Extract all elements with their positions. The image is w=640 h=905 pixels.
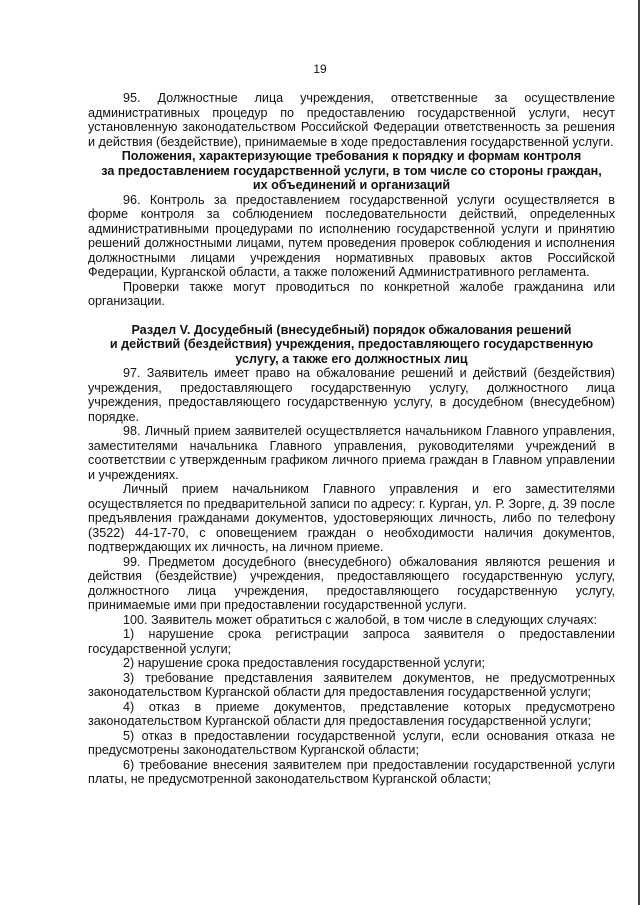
complaint-case-3: 3) требование представления заявителем документов, не предусмотренных законодательством Курганской области для предоставления государственной услуги; xyxy=(88,670,615,699)
paragraph-96-checks: Проверки также могут проводиться по конкретной жалобе гражданина или организации. xyxy=(88,279,615,308)
heading-section-5 xyxy=(88,323,615,367)
paragraph-100: 100. Заявитель может обратиться с жалобой, в том числе в следующих случаях: xyxy=(123,612,597,627)
paragraph-97: 97. Заявитель имеет право на обжалование решений и действий (бездействия) учреждения, предоставляющего государственную услугу, должностного лица учреждения, предоставляющего государственную услугу, в досудебном (внесудебном) порядке. xyxy=(88,366,615,424)
heading-control-line-1: Положения, характеризующие требования к порядку и формам контроля xyxy=(121,149,582,163)
complaint-case-5: 5) отказ в предоставлении государственной услуги, если основания отказа не предусмотрены законодательством Курганской области; xyxy=(88,728,615,757)
paragraph-98: 98. Личный прием заявителей осуществляется начальником Главного управления, заместителями начальника Главного управления, руководителями учреждений в соответствии с утвержденным графиком личного приема граждан в Главном управлении и учреждениях. xyxy=(88,424,615,482)
complaint-case-1: 1) нарушение срока регистрации запроса заявителя о предоставлении государственной услуги; xyxy=(88,627,615,656)
complaint-case-4: 4) отказ в приеме документов, представление которых предусмотрено законодательством Курганской области для предоставления государственной услуги; xyxy=(88,699,615,728)
section-spacer xyxy=(88,309,615,323)
heading-section-5-line-2: и действий (бездействия) учреждения, предоставляющего государственную xyxy=(109,337,594,351)
complaint-case-6: 6) требование внесения заявителем при предоставлении государственной услуги платы, не предусмотренной законодательством Курганской области; xyxy=(88,757,615,786)
paragraph-99: 99. Предметом досудебного (внесудебного) обжалования являются решения и действия (бездействие) учреждения, предоставляющего государственную услугу, должностного лица учреждения, предоставляющего государственную услугу, принимаемые ими при предоставлении государственной услуги. xyxy=(88,554,615,612)
heading-control-line-3: их объединений и организаций xyxy=(252,178,451,192)
page-number: 19 xyxy=(313,62,327,76)
complaint-case-2: 2) нарушение срока предоставления государственной услуги; xyxy=(123,656,486,670)
heading-section-5-line-1: Раздел V. Досудебный (внесудебный) порядок обжалования решений xyxy=(131,322,572,337)
document-body xyxy=(88,91,615,787)
paragraph-98-reception: Личный прием начальником Главного управления и его заместителями осуществляется по предварительной записи по адресу: г. Курган, ул. Р. Зорге, д. 39 после предъявления гражданами документов, удостоверяющих личность, либо по телефону (3522) 44-17-70, с оповещением граждан о необходимости наличия документов, подтверждающих их личность, на личном приеме. xyxy=(88,482,615,554)
heading-section-5-line-3: услугу, а также его должностных лиц xyxy=(235,351,468,366)
heading-control xyxy=(88,149,615,193)
paragraph-96: 96. Контроль за предоставлением государственной услуги осуществляется в форме контроля за соблюдением последовательности действий, определенных административными процедурами по исполнению государственной услуги и принятию решений должностными лицами, путем проведения проверок соблюдения и исполнения должностными лицами учреждения нормативных правовых актов Российской Федерации, Курганской области, а также положений Административного регламента. xyxy=(88,192,615,279)
heading-control-line-2: за предоставлением государственной услуги, в том числе со стороны граждан, xyxy=(101,163,602,178)
paragraph-95: 95. Должностные лица учреждения, ответственные за осуществление административных процедур по предоставлению государственной услуги, несут установленную законодательством Российской Федерации ответственность за решения и действия (бездействие), принимаемые в ходе предоставления государственной услуги. xyxy=(88,91,615,149)
